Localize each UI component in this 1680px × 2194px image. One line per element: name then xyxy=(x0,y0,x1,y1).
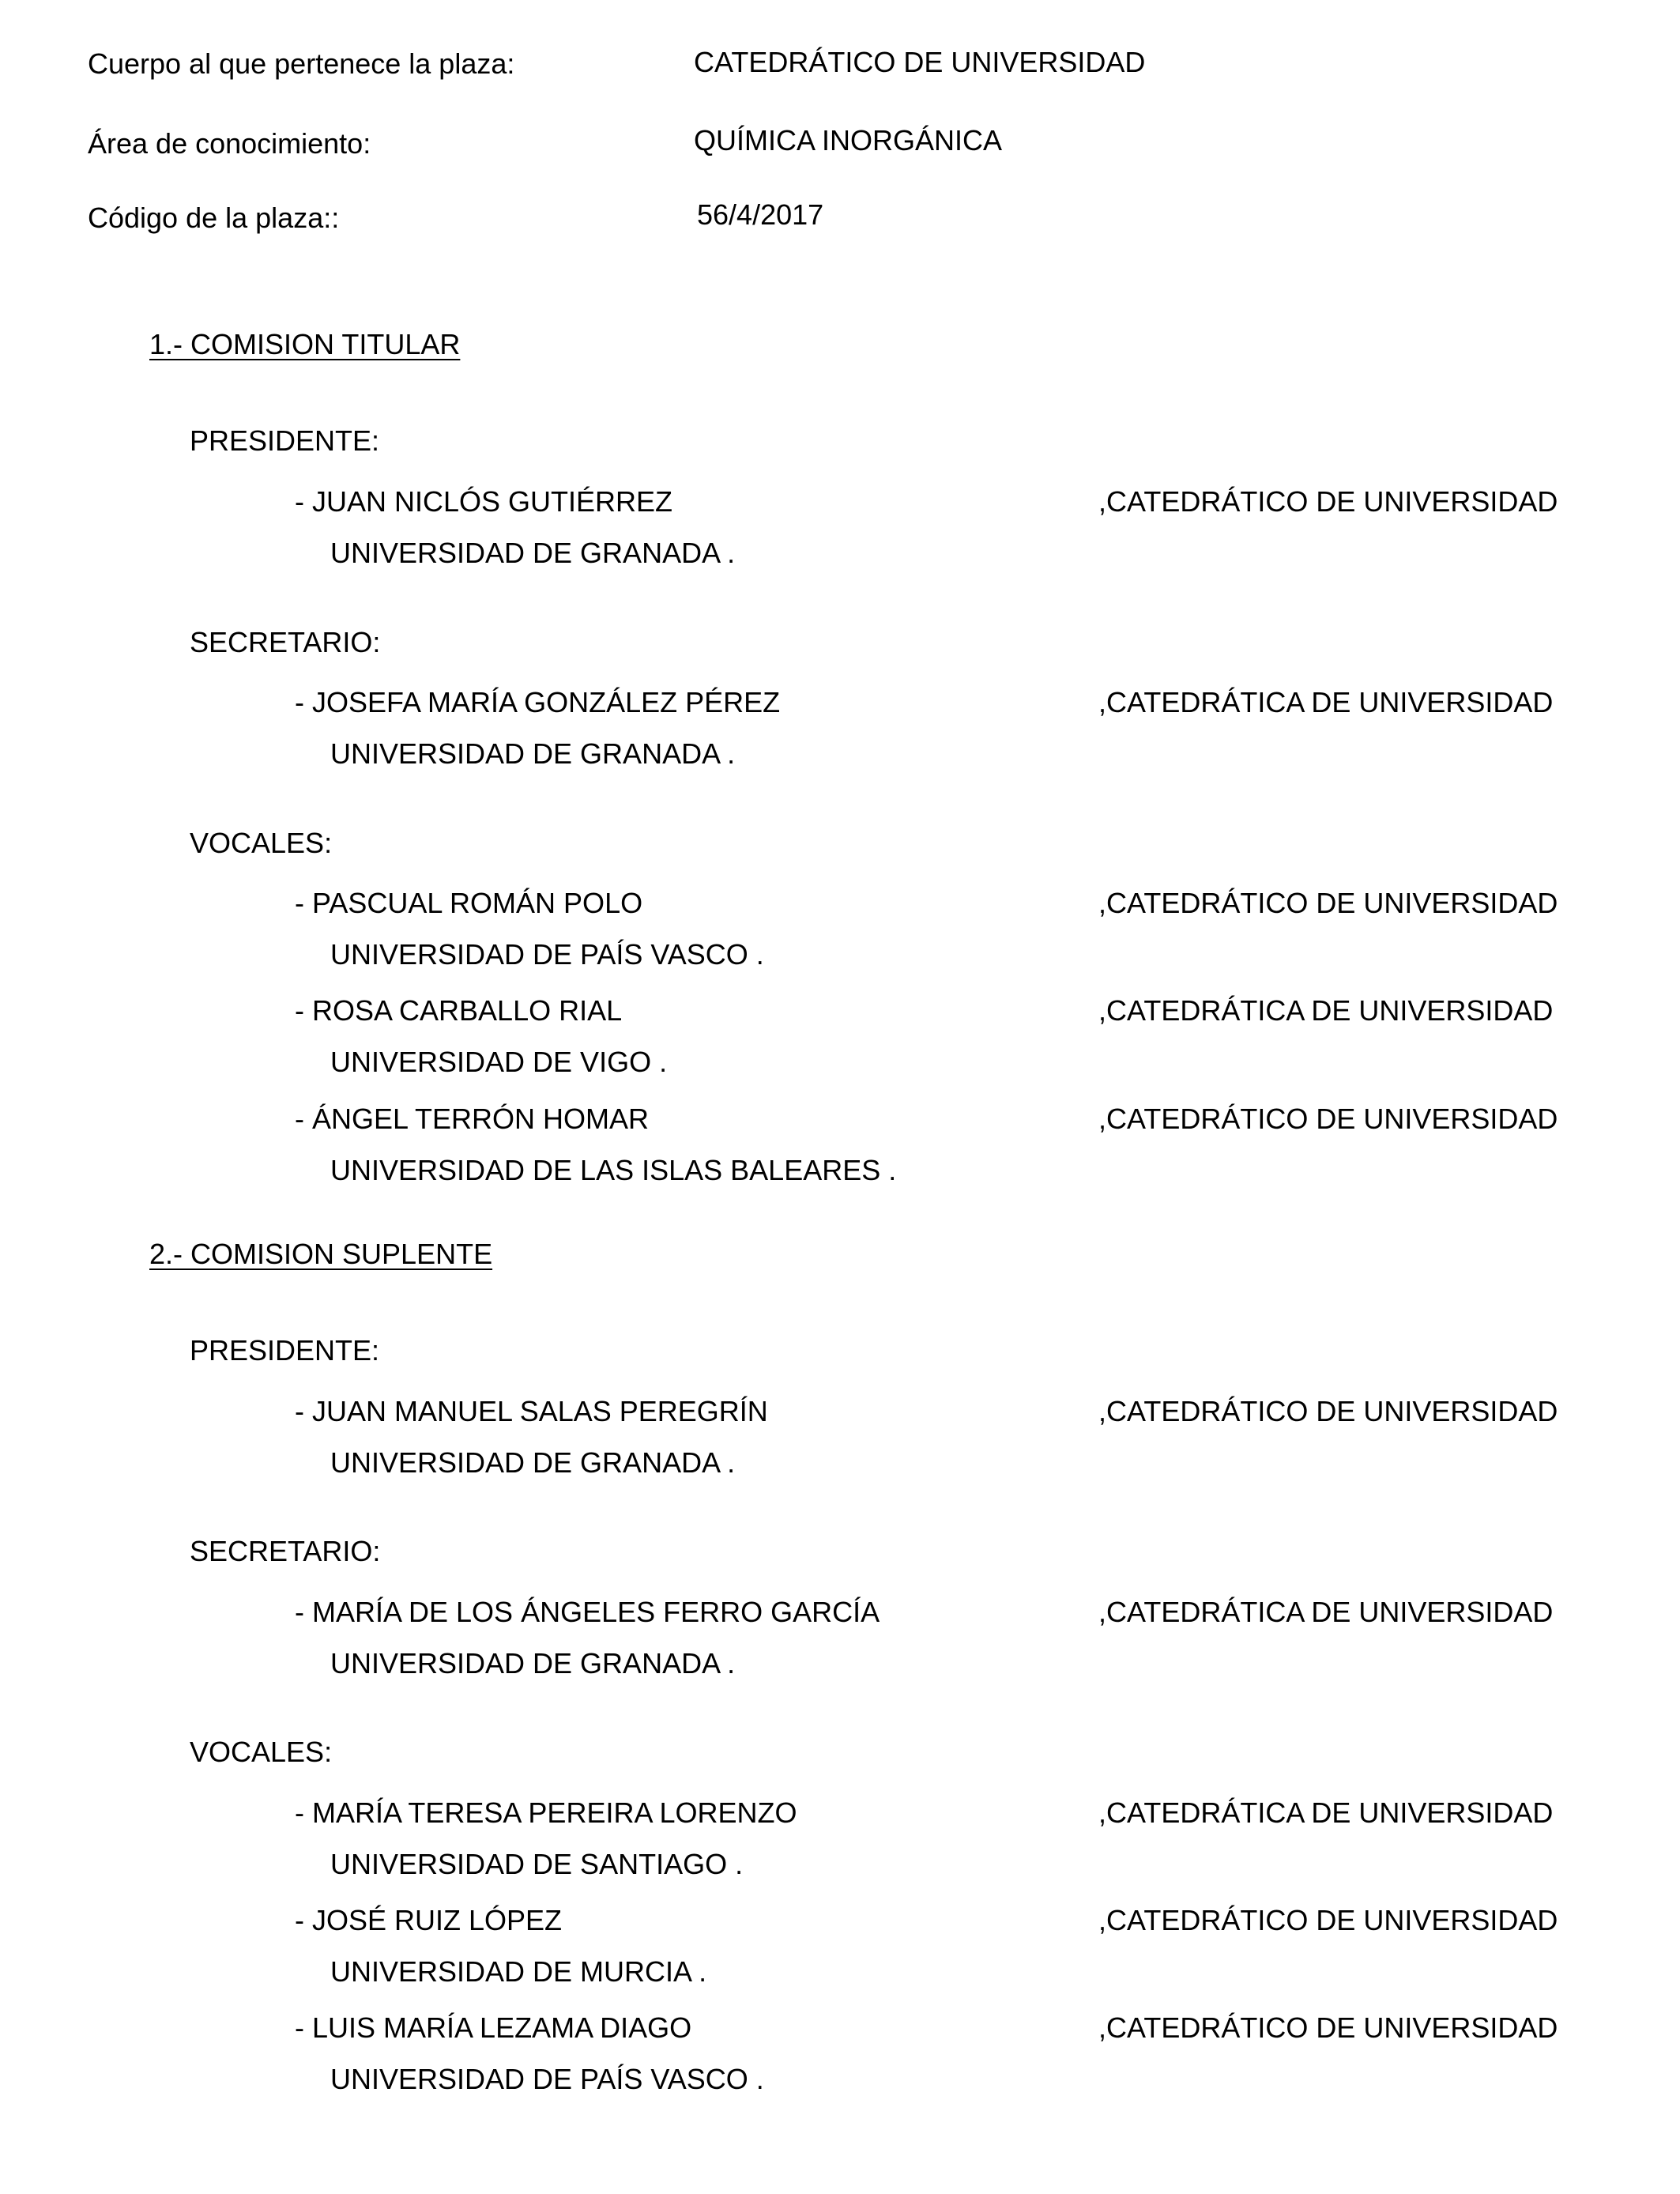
suplente-secretario-label: SECRETARIO: xyxy=(190,1535,381,1567)
member-title: ,CATEDRÁTICA DE UNIVERSIDAD xyxy=(1098,994,1554,1027)
suplente-vocales-label: VOCALES: xyxy=(190,1736,333,1768)
area-value: QUÍMICA INORGÁNICA xyxy=(694,124,1003,156)
member-name: - MARÍA DE LOS ÁNGELES FERRO GARCÍA xyxy=(295,1596,880,1628)
member-university: UNIVERSIDAD DE SANTIAGO . xyxy=(330,1848,744,1880)
area-label: Área de conocimiento: xyxy=(88,127,371,160)
titular-heading: 1.- COMISION TITULAR xyxy=(149,328,461,360)
member-title: ,CATEDRÁTICA DE UNIVERSIDAD xyxy=(1098,1796,1554,1829)
member-name: - JUAN NICLÓS GUTIÉRREZ xyxy=(295,485,673,518)
member-title: ,CATEDRÁTICO DE UNIVERSIDAD xyxy=(1098,1395,1558,1427)
member-university: UNIVERSIDAD DE GRANADA . xyxy=(330,1446,736,1479)
member-name: - PASCUAL ROMÁN POLO xyxy=(295,887,643,919)
member-university: UNIVERSIDAD DE PAÍS VASCO . xyxy=(330,2063,764,2095)
member-title: ,CATEDRÁTICA DE UNIVERSIDAD xyxy=(1098,686,1554,718)
member-title: ,CATEDRÁTICO DE UNIVERSIDAD xyxy=(1098,485,1558,518)
member-university: UNIVERSIDAD DE GRANADA . xyxy=(330,537,736,569)
suplente-heading: 2.- COMISION SUPLENTE xyxy=(149,1238,493,1270)
titular-secretario-label: SECRETARIO: xyxy=(190,626,381,658)
titular-vocales-label: VOCALES: xyxy=(190,827,333,859)
member-name: - MARÍA TERESA PEREIRA LORENZO xyxy=(295,1796,797,1829)
member-title: ,CATEDRÁTICO DE UNIVERSIDAD xyxy=(1098,1103,1558,1135)
member-university: UNIVERSIDAD DE VIGO . xyxy=(330,1046,668,1078)
member-title: ,CATEDRÁTICO DE UNIVERSIDAD xyxy=(1098,1904,1558,1936)
codigo-label: Código de la plaza:: xyxy=(88,202,340,234)
member-title: ,CATEDRÁTICO DE UNIVERSIDAD xyxy=(1098,887,1558,919)
member-university: UNIVERSIDAD DE GRANADA . xyxy=(330,737,736,770)
member-university: UNIVERSIDAD DE GRANADA . xyxy=(330,1647,736,1679)
member-university: UNIVERSIDAD DE PAÍS VASCO . xyxy=(330,938,764,971)
member-title: ,CATEDRÁTICA DE UNIVERSIDAD xyxy=(1098,1596,1554,1628)
member-university: UNIVERSIDAD DE MURCIA . xyxy=(330,1955,707,1988)
cuerpo-value: CATEDRÁTICO DE UNIVERSIDAD xyxy=(694,46,1146,78)
member-name: - JUAN MANUEL SALAS PEREGRÍN xyxy=(295,1395,768,1427)
member-name: - ROSA CARBALLO RIAL xyxy=(295,994,623,1027)
member-name: - ÁNGEL TERRÓN HOMAR xyxy=(295,1103,650,1135)
titular-presidente-label: PRESIDENTE: xyxy=(190,424,380,457)
member-university: UNIVERSIDAD DE LAS ISLAS BALEARES . xyxy=(330,1154,897,1186)
codigo-value: 56/4/2017 xyxy=(697,198,824,231)
member-title: ,CATEDRÁTICO DE UNIVERSIDAD xyxy=(1098,2011,1558,2044)
member-name: - JOSEFA MARÍA GONZÁLEZ PÉREZ xyxy=(295,686,781,718)
member-name: - JOSÉ RUIZ LÓPEZ xyxy=(295,1904,563,1936)
member-name: - LUIS MARÍA LEZAMA DIAGO xyxy=(295,2011,692,2044)
suplente-presidente-label: PRESIDENTE: xyxy=(190,1334,380,1367)
cuerpo-label: Cuerpo al que pertenece la plaza: xyxy=(88,47,515,80)
